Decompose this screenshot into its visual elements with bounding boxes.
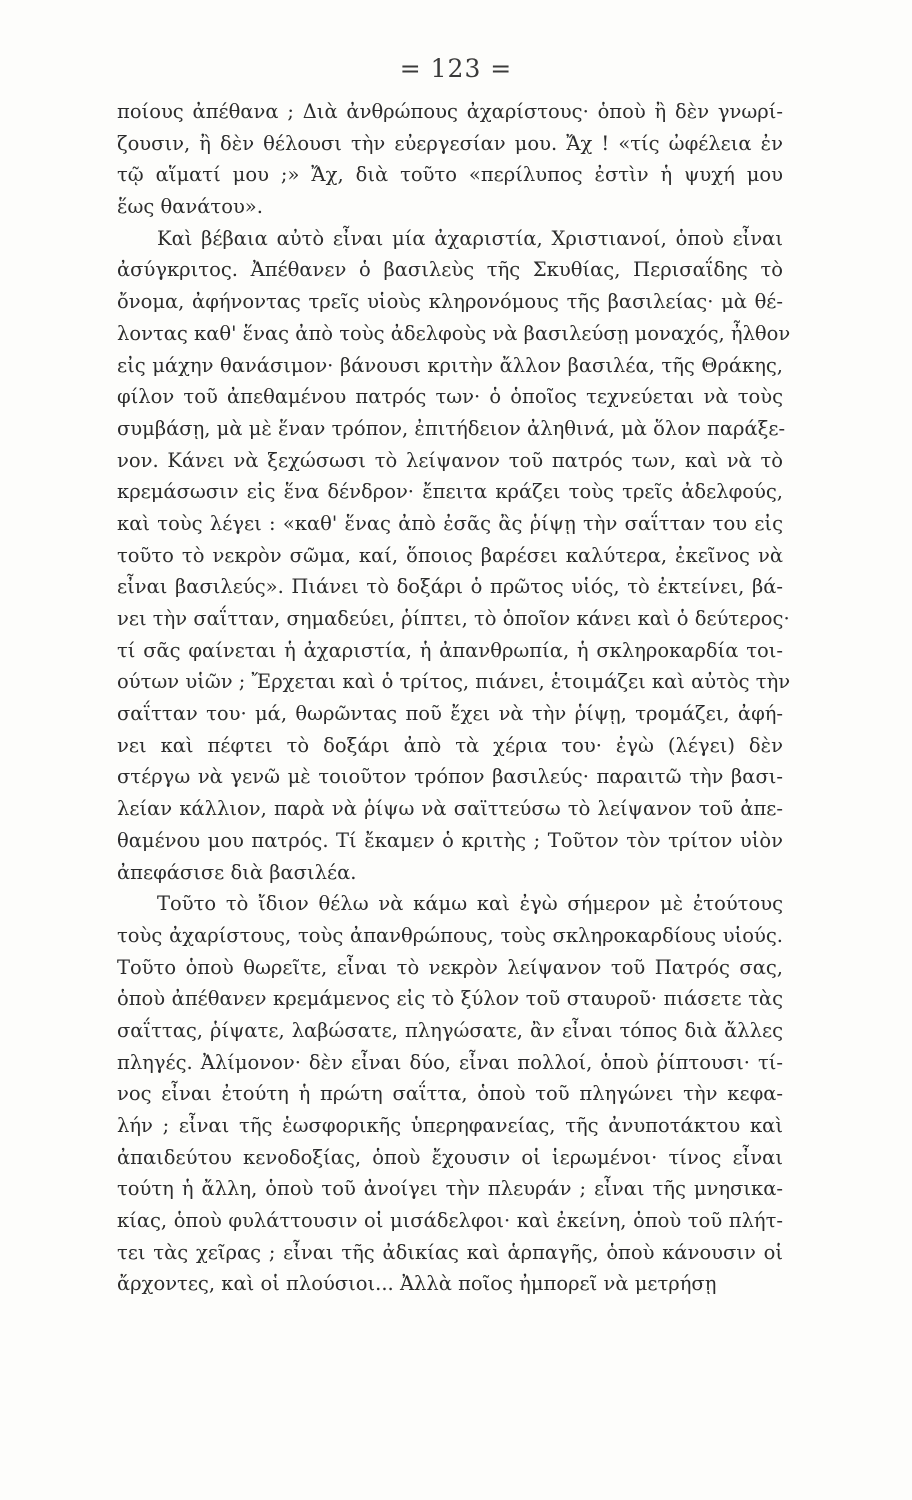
text-line: ἀσύγκριτος. Ἀπέθανεν ὁ βασιλεὺς τῆς Σκυθίας, Περισαΐδης τὸ [117, 258, 783, 282]
text-line: λείαν κάλλιον, παρὰ νὰ ῥίψω νὰ σαϊττεύσω τὸ λείψανον τοῦ ἀπε- [117, 797, 783, 821]
text-line: ούτων υἱῶν ; Ἔρχεται καὶ ὁ τρίτος, πιάνει, ἑτοιμάζει καὶ αὐτὸς τὴν [117, 670, 791, 694]
paragraph [117, 888, 783, 1300]
text-line: Τοῦτο τὸ ἴδιον θέλω νὰ κάμω καὶ ἐγὼ σήμερον μὲ ἐτούτους [157, 892, 783, 916]
body-text [117, 96, 791, 1300]
text-line: εἰς μάχην θανάσιμον· βάνουσι κριτὴν ἄλλον βασιλέα, τῆς Θράκης, [117, 353, 783, 377]
text-line: ἄρχοντες, καὶ οἱ πλούσιοι... Ἀλλὰ ποῖος ἠμπορεῖ νὰ μετρήσῃ [117, 1272, 717, 1296]
text-line: κίας, ὁποὺ φυλάττουσιν οἱ μισάδελφοι· καὶ ἐκείνη, ὁποὺ τοῦ πλήτ- [117, 1209, 783, 1233]
text-line: Τοῦτο ὁποὺ θωρεῖτε, εἶναι τὸ νεκρὸν λείψανον τοῦ Πατρός σας, [117, 955, 783, 979]
text-line: εἶναι βασιλεύς». Πιάνει τὸ δοξάρι ὁ πρῶτος υἱός, τὸ ἐκτείνει, βά- [117, 575, 783, 599]
text-line: στέργω νὰ γενῶ μὲ τοιοῦτον τρόπον βασιλεύς· παραιτῶ τὴν βασι- [117, 765, 783, 789]
text-line: τῷ αἵματί μου ;» Ἄχ, διὰ τοῦτο «περίλυπος ἐστὶν ἡ ψυχή μου [117, 163, 783, 187]
text-line: ἀπεφάσισε διὰ βασιλέα. [117, 860, 357, 884]
text-line: συμβάσῃ, μὰ μὲ ἕναν τρόπον, ἐπιτήδειον ἀληθινά, μὰ ὅλον παράξε- [117, 416, 786, 440]
text-line: λοντας καθ' ἕνας ἀπὸ τοὺς ἀδελφοὺς νὰ βασιλεύσῃ μοναχός, ἦλθον [117, 321, 791, 345]
text-line: τει τὰς χεῖρας ; εἶναι τῆς ἀδικίας καὶ ἁρπαγῆς, ὁποὺ κάνουσιν οἱ [117, 1240, 783, 1264]
text-line: τούτη ἡ ἄλλη, ὁποὺ τοῦ ἀνοίγει τὴν πλευράν ; εἶναι τῆς μνησικα- [117, 1177, 783, 1201]
text-line: σαΐττας, ῥίψατε, λαβώσατε, πληγώσατε, ἂν εἶναι τόπος διὰ ἄλλες [117, 1018, 783, 1042]
paragraph [117, 96, 783, 223]
paragraph [117, 223, 791, 888]
text-line: λήν ; εἶναι τῆς ἑωσφορικῆς ὑπερηφανείας, τῆς ἀνυποτάκτου καὶ [117, 1114, 783, 1137]
text-line: νον. Κάνει νὰ ξεχώσωσι τὸ λείψανον τοῦ πατρός των, καὶ νὰ τὸ [117, 448, 783, 472]
text-line: ἀπαιδεύτου κενοδοξίας, ὁποὺ ἔχουσιν οἱ ἱερωμένοι· τίνος εἶναι [117, 1145, 783, 1169]
text-line: ἕως θανάτου». [117, 195, 263, 219]
text-line: σαΐτταν του· μά, θωρῶντας ποῦ ἔχει νὰ τὴν ῥίψῃ, τρομάζει, ἀφή- [117, 702, 783, 726]
text-line: τοῦτο τὸ νεκρὸν σῶμα, καί, ὅποιος βαρέσει καλύτερα, ἐκεῖνος νὰ [117, 543, 783, 567]
page-number: = 123 = [399, 54, 513, 83]
text-line: νει τὴν σαΐτταν, σημαδεύει, ῥίπτει, τὸ ὁποῖον κάνει καὶ ὁ δεύτερος· [117, 607, 790, 630]
text-line: θαμένου μου πατρός. Τί ἔκαμεν ὁ κριτὴς ; Τοῦτον τὸν τρίτον υἱὸν [117, 828, 783, 852]
text-line: ὄνομα, ἀφήνοντας τρεῖς υἱοὺς κληρονόμους τῆς βασιλείας· μὰ θέ- [117, 290, 783, 314]
text-line: φίλον τοῦ ἀπεθαμένου πατρός των· ὁ ὁποῖος τεχνεύεται νὰ τοὺς [117, 385, 783, 409]
text-line: νος εἶναι ἐτούτη ἡ πρώτη σαΐττα, ὁποὺ τοῦ πληγώνει τὴν κεφα- [117, 1082, 783, 1106]
text-line: τοὺς ἀχαρίστους, τοὺς ἀπανθρώπους, τοὺς σκληροκαρδίους υἱούς. [117, 923, 783, 947]
text-line: κρεμάσωσιν εἰς ἕνα δένδρον· ἔπειτα κράζει τοὺς τρεῖς ἀδελφούς, [117, 480, 783, 504]
text-line: πληγές. Ἀλίμονον· δὲν εἶναι δύο, εἶναι πολλοί, ὁποὺ ῥίπτουσι· τί- [117, 1050, 783, 1074]
text-line: καὶ τοὺς λέγει : «καθ' ἕνας ἀπὸ ἐσᾶς ἂς ῥίψῃ τὴν σαΐτταν του εἰς [117, 511, 783, 535]
text-line: Καὶ βέβαια αὐτὸ εἶναι μία ἀχαριστία, Χριστιανοί, ὁποὺ εἶναι [157, 226, 783, 250]
text-line: ὁποὺ ἀπέθανεν κρεμάμενος εἰς τὸ ξύλον τοῦ σταυροῦ· πιάσετε τὰς [117, 987, 783, 1011]
text-line: ποίους ἀπέθανα ; Διὰ ἀνθρώπους ἀχαρίστους· ὁποὺ ἢ δὲν γνωρί- [117, 100, 783, 123]
text-line: νει καὶ πέφτει τὸ δοξάρι ἀπὸ τὰ χέρια του· ἐγὼ (λέγει) δὲν [117, 733, 783, 757]
text-line: ζουσιν, ἢ δὲν θέλουσι τὴν εὐεργεσίαν μου. Ἄχ ! «τίς ὠφέλεια ἐν [117, 131, 783, 155]
text-line: τί σᾶς φαίνεται ἡ ἀχαριστία, ἡ ἀπανθρωπία, ἡ σκληροκαρδία τοι- [117, 638, 783, 662]
